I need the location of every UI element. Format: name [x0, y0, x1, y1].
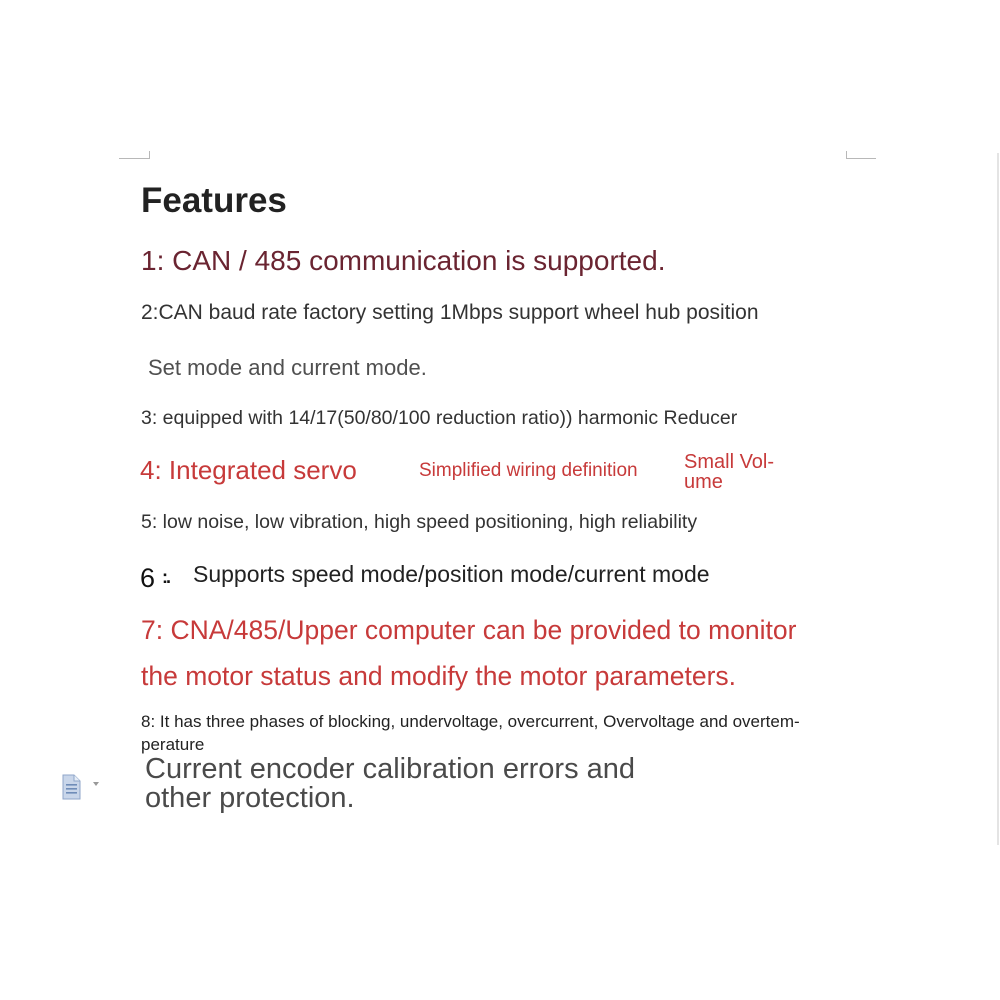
feature-6-separator: :. [162, 567, 169, 587]
feature-6-number: 6 [140, 563, 156, 593]
protection-line-2: other protection. [145, 782, 355, 814]
feature-4-simplified-wiring: Simplified wiring definition [419, 460, 638, 481]
feature-4-integrated-servo: 4: Integrated servo [140, 455, 357, 485]
feature-8-line-1: 8: It has three phases of blocking, undervoltage, overcurrent, Overvoltage and overtem- [141, 712, 800, 731]
feature-7-line-1: 7: CNA/485/Upper computer can be provided to monitor [141, 615, 797, 645]
feature-1: 1: CAN / 485 communication is supported. [141, 245, 666, 276]
crop-mark-top-right-vertical [846, 151, 847, 159]
document-paste-icon[interactable] [61, 774, 101, 800]
feature-2: 2:CAN baud rate factory setting 1Mbps support wheel hub position [141, 301, 759, 324]
feature-3: 3: equipped with 14/17(50/80/100 reduction ratio)) harmonic Reducer [141, 407, 738, 429]
feature-2-continued: Set mode and current mode. [148, 355, 427, 380]
page-title: Features [141, 181, 287, 220]
protection-line-1: Current encoder calibration errors and [145, 753, 636, 785]
crop-mark-top-left-vertical [149, 151, 150, 159]
feature-8-line-2: perature [141, 735, 205, 754]
page-right-edge [997, 153, 999, 845]
crop-mark-top-right [846, 158, 876, 159]
feature-4-small-volume: Small Vol-ume [684, 451, 775, 493]
feature-6: Supports speed mode/position mode/current mode [193, 561, 710, 587]
crop-mark-top-left [119, 158, 150, 159]
feature-5: 5: low noise, low vibration, high speed positioning, high reliability [141, 511, 698, 533]
feature-7-line-2: the motor status and modify the motor parameters. [141, 661, 737, 691]
